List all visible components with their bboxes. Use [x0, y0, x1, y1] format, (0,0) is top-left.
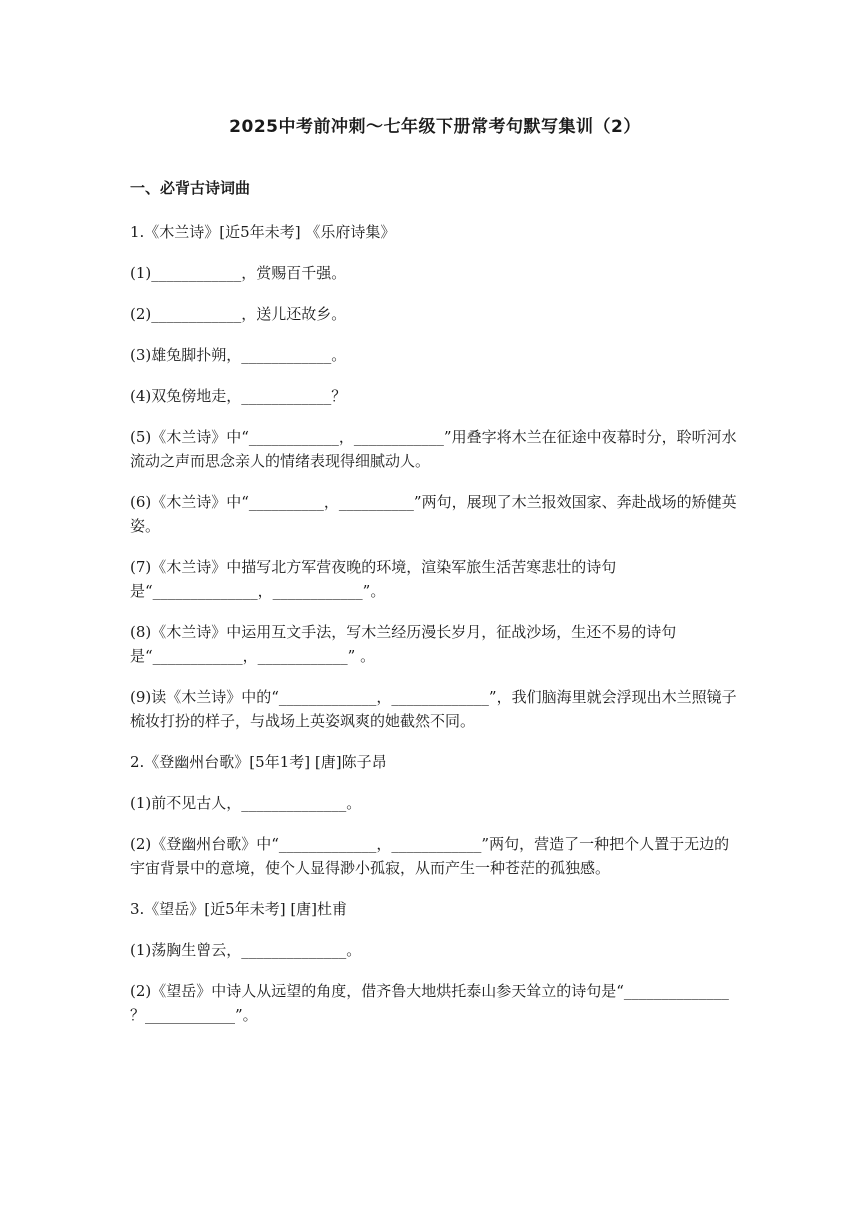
question-item: (2)《登幽州台歌》中“_____________，____________”两句，营造了一种把个人置于无边的宇宙背景中的意境，使个人显得渺小孤寂，从而产生一种苍茫的孤独感。 — [130, 835, 730, 877]
group-dengyouzhou — [130, 750, 740, 880]
section-heading: 一、必背古诗词曲 — [130, 179, 251, 197]
question-item: (1)____________，赏赐百千强。 — [130, 264, 347, 282]
page-title: 2025中考前冲刺～七年级下册常考句默写集训（2） — [229, 117, 641, 137]
question-item: (6)《木兰诗》中“__________，__________”两句，展现了木兰报效国家、奔赴战场的矫健英姿。 — [130, 493, 737, 535]
question-item: (5)《木兰诗》中“____________，____________”用叠字将木兰在征途中夜幕时分，聆听河水流动之声而思念亲人的情绪表现得细腻动人。 — [130, 428, 737, 470]
question-item: (9)读《木兰诗》中的“_____________，_____________”，我们脑海里就会浮现出木兰照镜子梳妆打扮的样子，与战场上英姿飒爽的她截然不同。 — [130, 688, 737, 730]
question-item: (2)《望岳》中诗人从远望的角度，借齐鲁大地烘托泰山参天耸立的诗句是“______________ ？____________”。 — [130, 982, 729, 1024]
question-item: (3)雄兔脚扑朔，____________。 — [130, 346, 347, 364]
question-item: (1)前不见古人，______________。 — [130, 794, 362, 812]
question-item: (8)《木兰诗》中运用互文手法，写木兰经历漫长岁月，征战沙场，生还不易的诗句是“____________，____________” 。 — [130, 623, 677, 665]
question-item: (7)《木兰诗》中描写北方军营夜晚的环境，渲染军旅生活苦寒悲壮的诗句是“______________，____________”。 — [130, 558, 617, 600]
question-item: (1)荡胸生曾云，______________。 — [130, 941, 362, 959]
question-item: (2)____________，送儿还故乡。 — [130, 305, 347, 323]
group-wangyue — [130, 897, 740, 1027]
group-mulan — [130, 220, 740, 733]
group-heading: 2.《登幽州台歌》[5年1考] [唐]陈子昂 — [130, 753, 387, 771]
group-heading: 3.《望岳》[近5年未考] [唐]杜甫 — [130, 900, 348, 918]
question-item: (4)双兔傍地走，____________？ — [130, 387, 347, 405]
group-heading: 1.《木兰诗》[近5年未考] 《乐府诗集》 — [130, 223, 396, 241]
